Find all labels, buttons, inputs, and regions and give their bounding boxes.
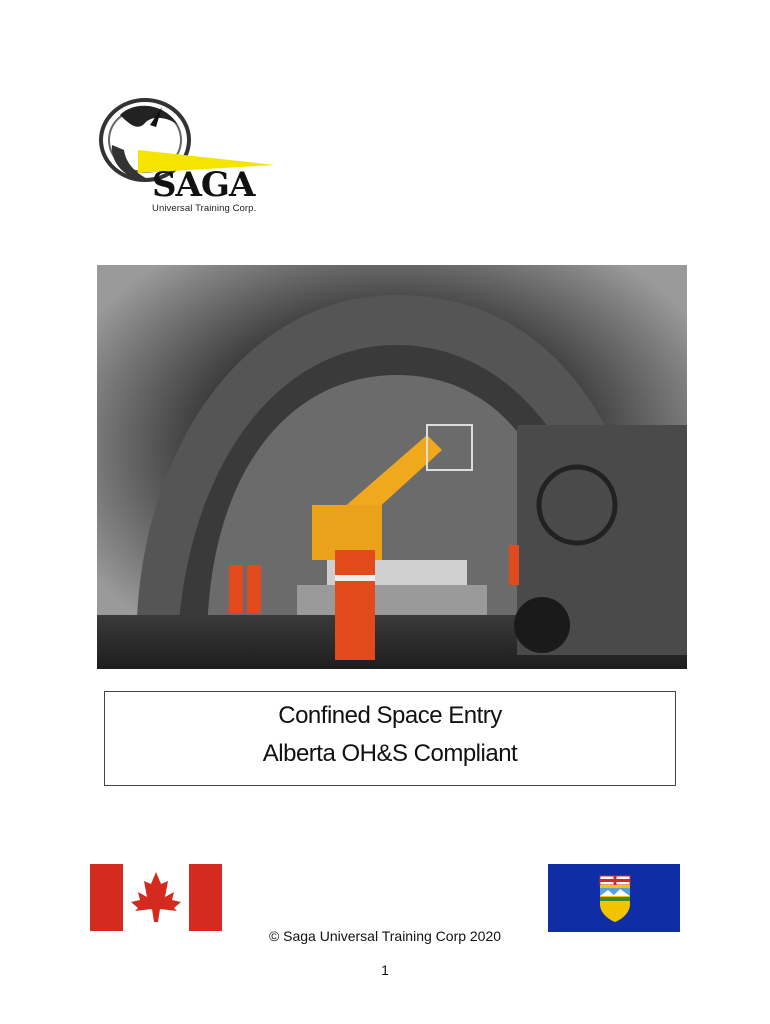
page-number: 1 bbox=[381, 962, 389, 978]
tunnel-construction-photo bbox=[97, 265, 687, 669]
logo-tagline: Universal Training Corp. bbox=[152, 203, 257, 214]
saga-logo bbox=[90, 95, 285, 220]
canada-flag-icon bbox=[90, 864, 222, 931]
document-title: Confined Space Entry bbox=[278, 702, 502, 729]
alberta-flag-icon bbox=[548, 864, 680, 932]
logo-wordmark: SAGA bbox=[152, 165, 255, 205]
document-title-box bbox=[104, 691, 676, 786]
document-subtitle: Alberta OH&S Compliant bbox=[262, 740, 518, 767]
copyright-notice: © Saga Universal Training Corp 2020 bbox=[268, 928, 502, 944]
